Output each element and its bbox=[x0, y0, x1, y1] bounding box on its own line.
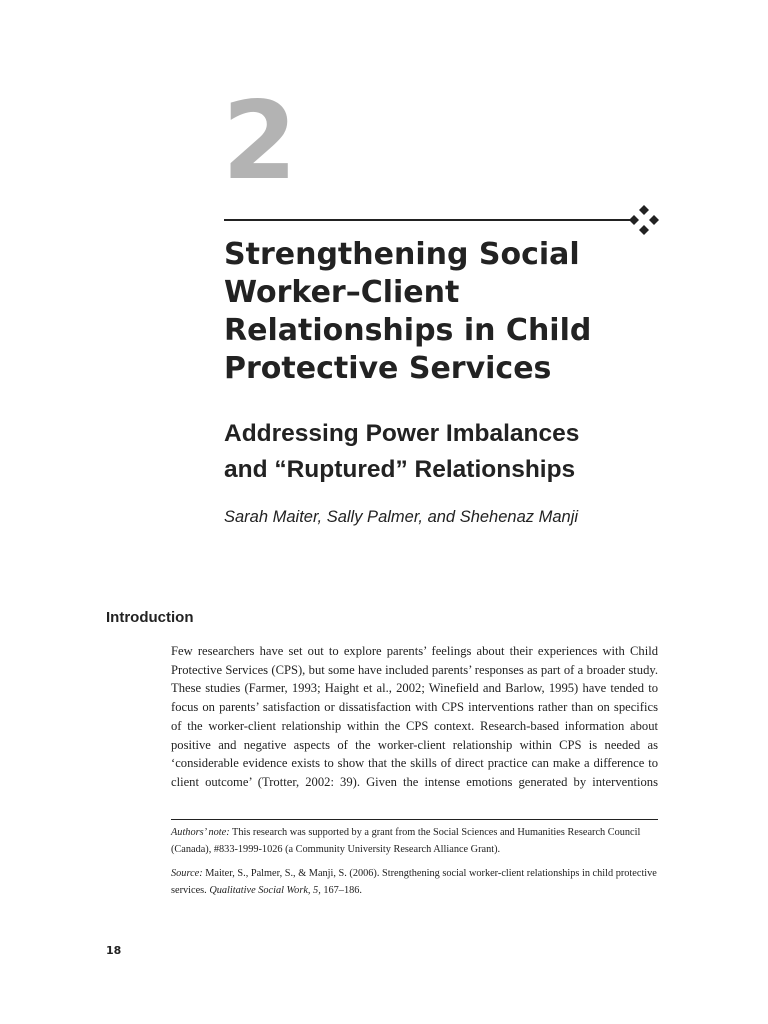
subtitle-line: Addressing Power Imbalances bbox=[224, 420, 580, 447]
title-line: Relationships in Child bbox=[224, 313, 592, 348]
chapter-subtitle bbox=[224, 416, 704, 488]
author-list: Sarah Maiter, Sally Palmer, and Shehenaz Manji bbox=[224, 508, 579, 526]
authors-note bbox=[171, 824, 658, 858]
authors-note-text: This research was supported by a grant from the Social Sciences and Humanities Research Council (Canada), #833-1999-1026 (a Community University Research Alliance Grant). bbox=[171, 827, 641, 855]
chapter-title bbox=[224, 236, 704, 388]
title-line: Protective Services bbox=[224, 351, 552, 386]
subtitle-line: and “Ruptured” Relationships bbox=[224, 456, 576, 483]
four-diamond-ornament-icon bbox=[628, 204, 660, 236]
authors-note-label: Authors’ note: bbox=[171, 827, 230, 838]
title-line: Strengthening Social bbox=[224, 237, 580, 272]
body-paragraph: Few researchers have set out to explore parents’ feelings about their experiences with Child Protective Services (CPS), but some have included parents’ responses as part of a broader study. These studies (Farmer, 1993; Haight et al., 2002; Winefield and Barlow, 1995) have tended to focus on parents’ satisfaction or dissatisfaction with CPS interventions rather than on specifics of the worker-client relationship within the CPS context. Research-based information about positive and negative aspects of the worker-client relationship within CPS is needed as ‘considerable evidence exists to show that the skills of direct practice can make a difference to client outcome’ (Trotter, 2002: 39). Given the intense emotions generated by interventions bbox=[171, 644, 658, 789]
section-heading: Introduction bbox=[106, 609, 194, 626]
source-journal: Qualitative Social Work, 5, bbox=[209, 885, 321, 896]
source-citation: Maiter, S., Palmer, S., & Manji, S. (2006). Strengthening social worker-client relationships in child protective services. bbox=[171, 868, 657, 896]
title-rule bbox=[224, 219, 636, 221]
footnote-rule bbox=[171, 819, 658, 820]
title-line: Worker–Client bbox=[224, 275, 460, 310]
source-pages: 167–186. bbox=[323, 885, 362, 896]
source-label: Source: bbox=[171, 868, 203, 879]
source-note bbox=[171, 865, 658, 899]
page-number: 18 bbox=[106, 944, 122, 957]
chapter-number: 2 bbox=[222, 79, 298, 204]
